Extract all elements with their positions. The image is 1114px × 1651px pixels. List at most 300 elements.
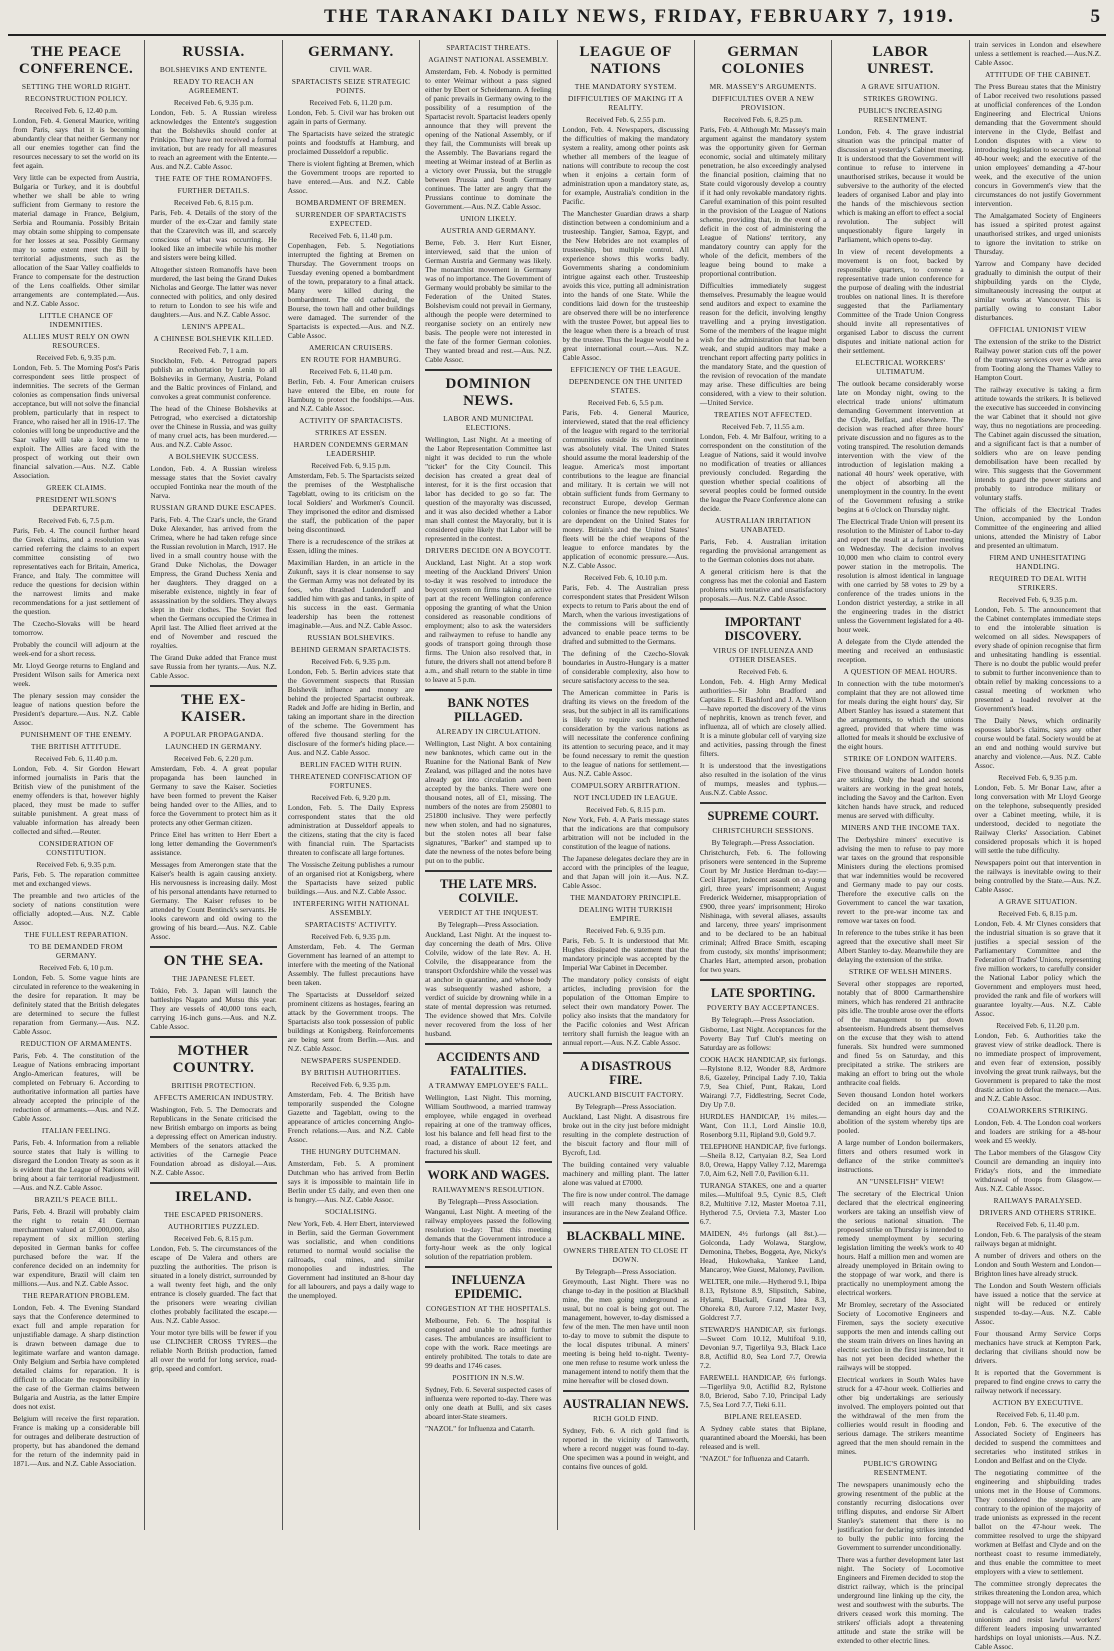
article-paragraph: A Sydney cable states that Biplane, quarantined aboard the Moerski, has been released and is well. <box>699 1424 827 1451</box>
subheading: UNION LIKELY. <box>460 214 517 223</box>
article-paragraph: MAIDEN, 4½ furlongs (all 8st.).—Golconda, Lady Wolawa, Starglow, Demonina, Thebes, Boggeta, Aye, Nicky's Head, Hukowhaka, Yankee Land, Mancaroy, Wee Guest, Maloney, Pavilion. <box>699 1229 827 1274</box>
subheading: INTERFERING WITH NATIONAL ASSEMBLY. <box>292 899 410 917</box>
article-paragraph: London, Feb. 4. Newspapers, discussing the difficulties of making the mandatory system a reality, among other points ask whether all members of the league of nations will contribute to recoup the cost when it enjoins a certain form of administration upon a mandatory state, as, for example, Australia's condition in the Pacific. <box>562 125 689 206</box>
article-paragraph: The Amalgamated Society of Engineers has issued a spirited protest against unauthorised strikes, and urged unionists to ignore the invitation to strike on Thursday. <box>974 211 1101 256</box>
article-paragraph: London, Feb. 5. The Morning Post's Paris correspondent sees little prospect of indemnities. The secrets of the German colonies as compensation finds universal acceptance, but will not solve the financial problem, particularly that in respect to France, who raised her all in 1916-17. The colonies will long be unproductive and the Saar valley will take a long time to exploit. The Allies are faced with the prospect of working out their own financial salvation.—Aus. N.Z. Cable Association. <box>13 363 140 480</box>
article-paragraph: Paris, Feb. 4. General Maurice, interviewed, stated that the real efficiency of the league with regard to the territorial communities outside its own continent was absolutely vital. The United States should assume the moral leadership of the league. America's most important contributions to the league are financial and military. It is certain we will not obtain sufficient funds from Germany to reconstruct Europe, develop German colonies or finance the new republics. We are dependent on the United States for money. Britain's and the United States' fleets will be the chief weapons of the league to enforce mandates by the application of economic pressure.—Aus. N.Z. Cable Assoc. <box>562 408 689 570</box>
subheading: POVERTY BAY ACCEPTANCES. <box>706 1003 820 1012</box>
article-headline: BLACKBALL MINE. <box>566 1229 685 1243</box>
dateline: Received Feb. 6, 11.40 p.m. <box>996 1410 1080 1419</box>
article-paragraph: London, Feb. 4. Mr Clynes considers that the industrial situation is so grave that it justifies a special session of the Parliamentary Committee and the Federation of Trades' Unions, representing five million workers, to carefully consider the National Labor policy which the Government and employers must heed, provided the rank and file of workers will guarantee loyalty.—Aus. N.Z. Cable Assoc. <box>974 919 1101 1018</box>
dateline: Received Feb. 6, 5.5 p.m. <box>587 398 664 407</box>
article-paragraph: The negotiating committee of the engineering and shipbuilding trades unions met in the House of Commons. They considered the stoppages are contrary to the opinion of the majority of trade unionists as expressed in the recent ballot on the 47-hour week. The committee resolved to urge the shipyard workmen at Belfast and Clyde and on the northeast coast to resume immediately, and thus enable the committee to meet employers with a view to settlement. <box>974 1468 1101 1576</box>
article-paragraph: London, Feb. 4. High Army Medical authorities—Sir John Bradford and Captains E. F. Bashford and J. A. Wilson—have reported the discovery of the virus of nephritis, known as trench fever, and influenza, all of which are closely allied. It is a minute globular cell of varying size and activities, passing through the finest filters. <box>699 677 827 758</box>
article-paragraph: The fire is now under control. The damage will reach many thousands. The insurances are in the New Zealand Office. <box>562 1190 689 1217</box>
subheading: SPARTACIST THREATS. <box>446 43 531 52</box>
subheading: ITALIAN FEELING. <box>41 1126 111 1135</box>
article-paragraph: London, Feb. 4. General Maurice, writing from Paris, says that it is becoming abundantly clear that neither Germany nor all our enemies together can find the resources necessary to set the world on its feet again. <box>13 116 140 170</box>
subheading: AUTHORITIES PUZZLED. <box>167 1222 260 1231</box>
article-paragraph: Melbourne, Feb. 6. The hospital is congested and unable to admit further cases. The ambulances are insufficient to cope with the work. Race meetings are entirely prohibited. The totals to date are 99 deaths and 1746 cases. <box>425 1316 552 1370</box>
subheading: BIPLANE RELEASED. <box>724 1412 802 1421</box>
subheading: EFFICIENCY OF THE LEAGUE. <box>570 365 681 374</box>
article-headline: ON THE SEA. <box>163 953 264 969</box>
article-paragraph: The Press Bureau states that the Ministry of Labor received two resolutions passed at unofficial conferences of the London Engineering and Electrical Unions demanding that the Government should intervene in the Clyde, Belfast and London disputes with a view to introducing legislation to secure a national 40-hour week; and the executive of the union employees' demanding a 47-hour week, and the executive of the union concurs in Government's view that the circumstances do not justify Government intervention. <box>974 82 1101 208</box>
subheading: REDUCTION OF ARMAMENTS. <box>20 1039 132 1048</box>
article-paragraph: Auckland, Last Night. At the inquest to-day concerning the death of Mrs. Olive Colvile, widow of the late Rev. A. H. Colvile, the disappearance from the transport Oxfordshire while the vessel was at anchor in quarantine, and whose body was subsequently washed ashore, a verdict of suicide by drowning while in a state of mental depression was returned. The evidence showed that Mrs. Colvile never recovered from the loss of her husband. <box>425 930 552 1038</box>
article-paragraph: The Spartacists at Dusseldorf seized prominent citizens as hostages, fearing an attack by the Government troops. The Spartacists also took possession of public buildings at Konigsberg. Reinforcements are being sent from Berlin.—Aus. and N.Z. Cable Assoc. <box>287 990 415 1053</box>
dateline: Received Feb. 6. <box>738 667 788 676</box>
article-paragraph: The Electrical Trade Union will present its resolution to the Minister of Labor to-day and report the result at a further meeting on Wednesday. The decision involves 10,000 men who claim to control every power station in the metropolis. The resolution is almost identical in language with one carried by 58 votes to 29 by a conference of the trades unions in the London district yesterday, a strike in all the engineering trades in the district unless the Government legislated for a 40-hour week. <box>837 517 964 634</box>
article-headline: BANK NOTES PILLAGED. <box>447 696 530 724</box>
subheading: NEWSPAPERS SUSPENDED. <box>300 1056 401 1065</box>
subheading: AUCKLAND BISCUIT FACTORY. <box>567 1090 684 1099</box>
subheading: BOLSHEVIKS AND ENTENTE. <box>159 65 268 74</box>
subheading: STRIKES GROWING. <box>863 94 938 103</box>
article-paragraph: The Spartacists have seized the strategic points and foodstuffs at Hamburg, and proclaimed Dusseldorf a republic. <box>287 129 415 156</box>
subheading: THREATENED CONFISCATION OF FORTUNES. <box>289 772 413 790</box>
article-separator <box>150 685 276 687</box>
subheading: AN "UNSELFISH" VIEW! <box>856 1177 945 1186</box>
dateline: Received Feb. 6, 10.10 p.m. <box>584 573 668 582</box>
dateline: Received Feb. 7, 11.55 a.m. <box>721 422 805 431</box>
columns <box>8 40 1106 1651</box>
subheading: RAILWAYMEN'S RESOLUTION. <box>432 1185 545 1194</box>
article-paragraph: London, Feb. 6. Authorities take the gravest view of strike deadlock. There is no immediate prospect of improvement, and even fear of extension, possibly involving the great trunk railways, but the Government is prepared to take the most drastic action to defeat the menace.—Aus. and N.Z. Cable Assoc. <box>974 1031 1101 1103</box>
dateline: Received Feb. 6, 8.15 p.m. <box>173 198 254 207</box>
article-paragraph: Christchurch, Feb. 6. The following prisoners were sentenced in the Supreme Court by Mr Justice Herdman to-day:—Cecil Harper, indecent assault on a young girl, three years' imprisonment; August Frederick Weiderner, misappropriation of £900, three years' imprisonment; Hiroko Nishinaga, with several aliases, assaults and larceny, three years' imprisonment and to be declared to be an habitual criminal; Alfred Brace Smith, escaping from custody, six months' imprisonment; Charles Hart, attempted arson, probation for two years. <box>699 848 827 974</box>
article-headline: A DISASTROUS FIRE. <box>580 1059 672 1087</box>
article-paragraph: Messages from Amerongen state that the Kaiser's health is again causing anxiety. His nervousness is increasing daily. Most of his personal attendants have returned to Germany. The Kaiser refuses to be attended by Count Bentinck's servants. He looks careworn and old owing to the growing of his beard.—Aus. N.Z. Cable Assoc. <box>150 860 277 941</box>
subheading: RUSSIAN GRAND DUKE ESCAPES. <box>150 503 277 512</box>
subheading: DEALING WITH TURKISH EMPIRE. <box>578 905 673 923</box>
column-7 <box>832 40 969 1645</box>
subheading: RECONSTRUCTION POLICY. <box>24 94 128 103</box>
article-paragraph: Berlin, Feb. 4. Four American cruisers have entered the Elbe, en route for Hamburg to protect the foodships.—Aus. and N.Z. Cable Assoc. <box>287 377 415 413</box>
article-paragraph: Wellington, Last Night. A box containing new banknotes, which came out in the Ruanine for the National Bank of New Zealand, was pillaged and the notes have already got into circulation and been accepted by the banks. There were one thousand notes, all of £1, missing. The numbers of the notes are from 250801 to 251800 inclusive. They were perfectly new when stolen, and had no signatures, but the stolen notes all bear false signatures, "Barker" and stamped up to date the newness of the notes before being put on to the public. <box>425 739 552 865</box>
subheading: A GRAVE SITUATION. <box>860 82 940 91</box>
article-paragraph: New York, Feb. 4. A Paris message states that the indications are that compulsory arbitration will not be included in the constitution of the league of nations. <box>562 815 689 851</box>
article-paragraph: Tokio, Feb. 3. Japan will launch the battleships Nagato and Mutsu this year. They are vessels of 40,000 tons each, carrying 16-inch guns.—Aus. and N.Z. Cable Assoc. <box>150 986 277 1031</box>
dateline: By Telegraph—Press Association. <box>575 1102 677 1111</box>
article-paragraph: The Japanese delegates declare they are in accord with the principles of the league, and that Japan will join it.—Aus. N.Z. Cable Assoc. <box>562 854 689 890</box>
article-paragraph: Sydney, Feb. 6. A rich gold find is reported in the vicinity of Tamworth, where a record nugget was found to-day. One specimen was a pound in weight, and contains five ounces of gold. <box>562 1426 689 1471</box>
article-paragraph: The mandatory policy consists of eight articles, including provision for the population of the Ottoman Empire to select their own mandatory Power. The policy also insists that the mandatory for the Pacific colonies and West African territory shall furnish the league with an annual report.—Aus. N.Z. Cable Assoc. <box>562 975 689 1047</box>
article-paragraph: The officials of the Electrical Trades Union, accompanied by the London Committee of the engineering and allied unions, attended the Ministry of Labor and presented an ultimatum. <box>974 505 1101 550</box>
subheading: LENIN'S APPEAL. <box>181 322 246 331</box>
subheading: A GRAVE SITUATION. <box>998 897 1078 906</box>
article-paragraph: The American committee in Paris is drafting its views on the freedom of the seas, but the subject in all its ramifications is likely to require such lengthened consideration by the various nations as will necessitate the conference confining its attention to securing peace, and it may be found necessary to remit the question to the league of nations for settlement.—Aus. N.Z. Cable Assoc. <box>562 688 689 778</box>
page-number: 5 <box>1090 6 1100 27</box>
article-separator <box>425 1043 551 1045</box>
subheading: A POPULAR PROPAGANDA. <box>163 730 264 739</box>
article-paragraph: London, Feb. 4. The Evening Standard says that the Conference determined to exact full and ample reparation for unjustifiable damage. A sharp distinction is drawn between damage due to legitimate warfare and wanton damage. Only Belgium and Serbia have completed detailed claims for reparation. It is difficult to allocate the responsibility in the case of the German claims between Bulgaria and Austria, as the latter Empire does not exist. <box>13 1303 140 1411</box>
article-separator <box>150 1182 276 1184</box>
article-headline: ACCIDENTS AND FATALITIES. <box>436 1050 540 1078</box>
subheading: BEHIND GERMAN SPARTACISTS. <box>290 645 411 654</box>
article-paragraph: New York, Feb. 4. Herr Ebert, interviewed in Berlin, said the German Government was socialistic, and when conditions returned to normal would socialise the railroads, coal mines, and similar monopolies and industries. The Government had instituted an 8-hour day for all labourers, and pays a daily wage to the unemployed. <box>287 1219 415 1300</box>
subheading: VERDICT AT THE INQUEST. <box>438 908 539 917</box>
dateline: Received Feb. 6, 9.20 p.m. <box>311 793 391 802</box>
article-paragraph: The secretary of the Electrical Union declared that the electrical engineering workers are taking an unselfish view of the serious national situation. The proposed strike on Thursday is intended to remedy unemployment by securing legislation limiting the week's work to 40 hours. Half a million men and women are already unemployed in Britain owing to the stoppage of war work, and there is practically no unemployment among the electrical workers. <box>837 1189 964 1297</box>
subheading: STRIKE OF WELSH MINERS. <box>849 967 952 976</box>
article-paragraph: In reference to the tubes strike it has been agreed that the executive shall meet Sir Albert Stanley to-day. Meanwhile they are delaying the extension of the strike. <box>837 928 964 964</box>
article-paragraph: Belgium will receive the first reparation. France is making up a considerable bill for outrages and deliberate destruction of property, but has abandoned the demand for the return of the indemnity paid in 1871.—Aus. and N.Z. Cable Association. <box>13 1414 140 1468</box>
article-paragraph: Copenhagen, Feb. 5. Negotiations interrupted the fighting at Bremen on Thursday. The Government troops on Tuesday evening opened a bombardment of the town, preparatory to a final attack. Many were killed during the bombardment. The old cathedral, the Bourse, the town hall and other buildings were damaged. The surrender of the Spartacists is expected.—Aus. and N.Z. Cable Assoc. <box>287 241 415 340</box>
subheading: MR. MASSEY'S ARGUMENTS. <box>709 82 817 91</box>
dateline: Received Feb. 6, 11.20 p.m. <box>309 98 393 107</box>
article-paragraph: The Manchester Guardian draws a sharp distinction between a condominium and a trusteeship. Tangier, Samoa, Egypt, and the New Hebrides are not examples of trusteeship, but multiple control. All experience shows this works badly. Governments sharing a condominium intrigue against each other. Trusteeship avoids this vice, putting all administration into the hands of one State. While the conditions laid down for the trusteeship are observed there will be no interference with the trustee Power, but appeal lies to the league when there is a breach of trust by the trustee. Thus the league would be a great international court.—Aus. N.Z. Cable Assoc. <box>562 209 689 362</box>
article-paragraph: Auckland, Last Night. A disastrous fire broke out in the city just before midnight resulting in the complete destruction of the biscuit factory and flour mill of Bycroft, Ltd. <box>562 1112 689 1157</box>
article-paragraph: The Vossische Zeitung publishes a rumour of an organised riot at Konigsberg, where the Spartacists have seized public buildings.—Aus. and N.Z. Cable Assoc. <box>287 860 415 896</box>
subheading: SURRENDER OF SPARTACISTS EXPECTED. <box>295 210 407 228</box>
article-paragraph: TURANGA STAKES, one and a quarter miles.—Multifoal 9.5, Cynic 8.5, Cleft 8.2, Multitive 7.12, Master Moetoa 7.11, Hytherod 7.5, Orvieta 7.3, Master Loo 6.7. <box>699 1181 827 1226</box>
article-separator <box>150 946 276 948</box>
subheading: BERLIN FACED WITH RUIN. <box>299 760 402 769</box>
article-paragraph: London, Feb. 5. Mr Bonar Law, after a long conversation with Mr Lloyd George on the telephone, subsequently presided over a Cabinet meeting, while, it is understood, decided to negotiate the Railway Clerks' Association. Cabinet considered proposals which it is hoped will settle the tube difficulty. <box>974 783 1101 855</box>
dateline: Received Feb. 7, 1 a.m. <box>178 346 249 355</box>
article-headline: DOMINION NEWS. <box>445 376 532 409</box>
article-headline: SUPREME COURT. <box>707 809 819 823</box>
column-8 <box>970 40 1106 1651</box>
subheading: THE REPARATION PROBLEM. <box>22 1291 130 1300</box>
article-headline: RUSSIA. <box>182 44 245 60</box>
column-6 <box>695 40 832 1530</box>
article-paragraph: Berne, Feb. 3. Herr Kurt Eisner, interviewed, said that the union of German Austria and Germany was likely. The monarchist movement in Germany was of no importance. The Government of Germany would probably be similar to the Federation of the United States. Bolshevism could not prevail in Germany, although the people were determined to reorganise society on an entirely new basis. The people were not interested in the fate of the former German colonies. They wanted bread and rest.—Aus. N.Z. Cable Assoc. <box>425 238 552 364</box>
article-paragraph: Washington, Feb. 5. The Democrats and Republicans in the Senate criticised the new British embargo on imports as being a depressing effect on American industry. Members of the senators attacked the activities of the Carnegie Peace Foundation abroad as disloyal.—Aus. N.Z. Cable Assoc. <box>150 1105 277 1177</box>
article-paragraph: Greymouth, Last Night. There was no change to-day in the position at Blackball mine, the men going underground as usual, but no coal is being got out. The management, however, to-day dismissed a few of the men. The men have until noon to-day to move to submit the dispute to the local disputes tribunal. A miners' meeting is being held to-night. Twenty-one men refuse to resume work unless the management intend to notify them that the mine hereafter will be closed down. <box>562 1277 689 1385</box>
article-paragraph: TELEPHONE HANDICAP, five furlongs.—Sheila 8.12, Cartyaian 8.2, Sea Lord 8.0, Orewa, Happy Valley 7.12, Maremga 7.0, Aim 6.2, Nell 7.0, Pavilion 6.11. <box>699 1142 827 1178</box>
article-paragraph: London, Feb. 5. The Daily Express correspondent states that the old administration at Dusseldorf appeals to the citizens, stating that the city is faced with financial ruin. The Spartacists threaten to confiscate all large fortunes. <box>287 803 415 857</box>
article-paragraph: Five thousand waiters of London hotels are striking. Only the head and second waiters are working in the great hotels, including the Savoy and the Carlton. Even kitchen hands have struck, and reduced menus are served with difficulty. <box>837 766 964 820</box>
article-paragraph: Paris, Feb. 4. Information from a reliable source states that Italy is willing to disregard the London Treaty as soon as it is evident that the League of Nations will bring about a fair territorial readjustment.—Aus. and N.Z. Cable Assoc. <box>13 1138 140 1192</box>
subheading: POSITION IN N.S.W. <box>452 1373 525 1382</box>
dateline: By Telegraph—Press Association. <box>575 1267 677 1276</box>
article-paragraph: The Labor members of the Glasgow City Council are demanding an inquiry into Friday's riots, and the immediate withdrawal of troops from Glasgow.—Aus. N.Z. Cable Assoc. <box>974 1148 1101 1193</box>
dateline: Received Feb. 6, 11.40 p.m. <box>309 367 393 376</box>
subheading: AUSTRALIAN IRRITATION UNABATED. <box>714 516 812 534</box>
article-separator <box>563 1222 689 1224</box>
article-paragraph: The Daily News, which ordinarily espouses labor's claims, says any other course would be fatal. Society would be at an end and nothing would survive but anarchy and violence.—Aus. N.Z. Cable Assoc. <box>974 716 1101 770</box>
article-separator <box>700 802 826 804</box>
dateline: Received Feb. 6, 7.5 p.m. <box>38 516 115 525</box>
subheading: ACTIVITY OF SPARTACISTS. <box>299 416 403 425</box>
article-paragraph: London, Feb. 5. The announcement that the Cabinet contemplates immediate steps to end the intolerable situation is welcomed on all sides. Newspapers of every shade of opinion recognise that firm and unhesitating handling is essential. There is no doubt the public would prefer to submit to further inconvenience than to obtain relief by making concessions to a casual meeting of workmen who presented a loaded revolver at the Government's head. <box>974 605 1101 713</box>
article-paragraph: London, Feb. 5. The circumstances of the escape of De Valera and others are puzzling the authorities. The prison is situated in a lonely district, surrounded by a wall twenty feet high, and the only entrance is closely guarded. The fact that the prisoners were wearing civilian clothes probably facilitated the escape.—Aus. N.Z. Cable Assoc. <box>150 1244 277 1325</box>
article-paragraph: The outlook became considerably worse late on Monday night, owing to the electrical trade unions' ultimatum demanding Government intervention at the Clyde, Belfast, and elsewhere. The decision was reached after three hours' private discussion and no figures as to the voting transpired. The resolution demands intervention with the view of the introduction of legislation making a national 40 hours' week operative, with the object of absorbing all the unemployment in the country. In the event of the Government refusing a strike begins at 6 o'clock on Thursday night. <box>837 379 964 514</box>
article-separator <box>425 870 551 872</box>
article-paragraph: London, Feb. 4. Mr Balfour, writing to a correspondent on the constitution of the League of Nations, said it would involve no modification of treaties or alliances previously concluded. Regarding the question whether special coalitions of several peoples could be formed outside the league the Peace Conference alone can decide. <box>699 432 827 513</box>
article-headline: LEAGUE OF NATIONS <box>579 44 672 77</box>
article-paragraph: Amsterdam, Feb. 4. Nobody is permitted to enter Weimar without a pass signed either by Ebert or Scheidemann. A feeling of panic prevails in Germany owing to the possibility of a resumption of the Spartacist revolt. Spartacist leaders openly announce that they will prevent the opening of the National Assembly, or if they fail, the Communists will break up the Assembly. The Bavarians regard the meeting at Weimar instead of at Berlin as a victory over Prussia, but the struggle between Prussia and South Germany continues. The latter are angry that the Prussians continue to dominate the Government.—Aus. N.Z. Cable Assoc. <box>425 67 552 211</box>
article-paragraph: "NAZOL" for Influenza and Catarrh. <box>699 1454 810 1463</box>
article-paragraph: Four thousand Army Service Corps mechanics have struck at Kempton Park, declaring that civilians should now be drivers. <box>974 1329 1101 1365</box>
article-paragraph: Paris, Feb. 4. The Australian press correspondent states that President Wilson expects to return to Paris about the end of March, when the various investigations of the commissions will be sufficiently advanced to enable peace terms to be drafted and submitted to the Germans. <box>562 583 689 646</box>
article-paragraph: There is violent fighting at Bremen, which the Government troops are reported to have entered.—Aus. and N.Z. Cable Assoc. <box>287 159 415 195</box>
dateline: Received Feb. 6, 9.35 p.m. <box>585 926 666 935</box>
article-paragraph: London, Feb. 6. The executive of the Associated Society of Engineers has decided to suspend the committees and secretaries who instituted strikes in London and Belfast and on the Clyde. <box>974 1420 1101 1465</box>
subheading: RAILWAYS PARALYSED. <box>993 1196 1083 1205</box>
subheading: OFFICIAL UNIONIST VIEW <box>989 325 1087 334</box>
article-paragraph: Paris, Feb. 4. Details of the story of the murder of the ex-Czar and family state that the Czarevitch was ill, and scarcely conscious of what was occurring. He looked like an imbecile while his mother and sisters were being killed. <box>150 208 277 262</box>
article-paragraph: Wellington, Last Night. This morning, William Southwood, a married tramway employee, while engaged in overhead repairing at one of the tramway offices, lost his balance and fell head first to the road, a distance of about 12 feet, and fractured his skull. <box>425 1093 552 1156</box>
article-paragraph: The Grand Duke added that France must save Russia from her tyrants.—Aus. N.Z. Cable Assoc. <box>150 653 277 680</box>
article-paragraph: Difficulties immediately suggest themselves. Presumably the league would send auditors and expect to examine the reason for the deficit, involving lengthy travelling and a prying investigation. Some of the members of the league might wish for the administration that had been weak, and stupid auditors may make a trenchant report affecting party politics in the mandatory State, and the question of the revision of revocation of the mandate may arise. These difficulties are being considered, with a view to their solution.—United Service. <box>699 281 827 407</box>
subheading: COALWORKERS STRIKING. <box>987 1106 1088 1115</box>
subheading: VIRUS OF INFLUENZA AND OTHER DISEASES. <box>712 646 814 664</box>
article-separator <box>425 369 551 371</box>
article-paragraph: Paris, Feb. 4. Australian irritation regarding the provisional arrangement as to the German colonies does not abate. <box>699 537 827 564</box>
article-paragraph: Paris, Feb. 4. Brazil will probably claim the right to retain 41 German merchantmen valued at £7,000,000, also repayment of six million sterling deposited in German banks for coffee purchased before the war. If the conference decided on an indemnity for war expenditure, Brazil will claim ten millions.—Aus. and N.Z. Cable Assoc. <box>13 1207 140 1288</box>
subheading: EN ROUTE FOR HAMBURG. <box>300 355 402 364</box>
subheading: TREATIES NOT AFFECTED. <box>713 410 813 419</box>
subheading: THE MANDATORY SYSTEM. <box>574 82 677 91</box>
subheading: SETTING THE WORLD RIGHT. <box>21 82 131 91</box>
article-paragraph: It is reported that the Government is prepared to find engine crews to carry the railway network if necessary. <box>974 1368 1101 1395</box>
article-separator <box>425 1266 551 1268</box>
article-paragraph: London, Feb. 5. A Russian wireless acknowledges the Entente's suggestion that the Bolsheviks should confer at Prinkipo. They have not received a formal invitation, but are ready for all measures to reach an agreement with the Entente.—Aus. and N.Z. Cable Assoc. <box>150 108 277 171</box>
dateline: Received Feb. 6, 12.40 p.m. <box>34 106 118 115</box>
article-headline: THE LATE MRS. COLVILE. <box>439 877 537 905</box>
subheading: SPARTACISTS SEIZE STRATEGIC POINTS. <box>291 77 411 95</box>
subheading: GREEK CLAIMS. <box>46 483 107 492</box>
dateline: Received Feb. 6, 8.15 p.m. <box>173 1234 254 1243</box>
article-separator <box>563 1390 689 1392</box>
subheading: BOMBARDMENT OF BREMEN. <box>295 198 407 207</box>
article-paragraph: FAREWELL HANDICAP, 6½ furlongs.—Tigerlilya 9.0, Actiflid 8.2, Rylstone 8.0, Brierod, Sabo 7.10, Principal Lady 7.5, Sea Lord 7.7, Tieki 6.11. <box>699 1373 827 1409</box>
subheading: PUBLIC'S GROWING RESENTMENT. <box>863 1459 938 1477</box>
subheading: SOCIALISING. <box>325 1207 377 1216</box>
dateline: Received Feb. 6, 9.35 p.m. <box>311 932 391 941</box>
article-headline: GERMANY. <box>308 44 394 60</box>
subheading: STRIKE OF LONDON WAITERS. <box>843 754 958 763</box>
article-paragraph: Altogether sixteen Romanoffs have been murdered, the last being the Grand Dukes Nicholas and George. The latter was never connected with politics, and only desired to return to London to see his wife and daughters.—Aus. and N.Z. Cable Assoc. <box>150 265 277 319</box>
dateline: Received Feb. 6, 9.35 p.m. <box>311 657 391 666</box>
article-paragraph: A delegate from the Clyde attended the meeting and received an enthusiastic reception. <box>837 637 964 664</box>
article-paragraph: The railway executive is taking a firm attitude towards the strikers. It is believed the executive has succeeded in convincing the war Cabinet that it should not give way, thus no negotiations are proceeding. The Cabinet again discussed the situation, and a significant fact is that a number of soldiers who are on leave pending demobilisation have been recalled by wire. This suggests that the Government intends to guard the power stations and probably to introduce military or voluntary staffs. <box>974 385 1101 502</box>
article-headline: IRELAND. <box>175 1189 253 1205</box>
article-paragraph: Very little can be expected from Austria, Bulgaria or Turkey, and it is doubtful whether we shall be able to wring sufficient from Germany to restore the material damage in France, Belgium, Serbia and Roumania. Possibly Britain may obtain some shipping to compensate for her losses at sea. Possibly Germany may to some extent meet the Bill by territorial adjustments, such as the allocation of the Saar Valley coalfields to France to compensate for the destruction of the Lens coalfields. Other similar arrangements are contemplated.—Aus. and N.Z. Cable Assoc. <box>13 173 140 308</box>
article-paragraph: COOK HACK HANDICAP, six furlongs.—Rylstone 8.12, Wonder 8.8, Ardmore 8.6, Gazeley, Principal Lady 7.10, Takia 7.9, Sea Chief, Punt, Rakau, Lord Wairangi 7.7, Fiddlestring, Secret Code, Dry Up 7.0. <box>699 1055 827 1109</box>
article-paragraph: There is a recrudescence of the strikes at Essen, idling the mines. <box>287 537 415 555</box>
article-paragraph: It is understood that the investigations also resulted in the isolation of the virus of mumps, measles and typhus.—Aus.N.Z. Cable Assoc. <box>699 761 827 797</box>
subheading: THE HUNGRY DUTCHMAN. <box>301 1147 401 1156</box>
subheading: FIRM AND UNHESITATING HANDLING. <box>989 553 1087 571</box>
subheading: OWNERS THREATEN TO CLOSE IT DOWN. <box>563 1246 689 1264</box>
subheading: LAUNCHED IN GERMANY. <box>165 742 262 751</box>
article-paragraph: A number of drivers and others on the London and South Western and London—Brighton lines have already struck. <box>974 1251 1101 1278</box>
subheading: DRIVERS DECIDE ON A BOYCOTT. <box>425 546 552 555</box>
dateline: Received Feb. 6, 9.35 p.m. <box>173 98 254 107</box>
article-paragraph: The Czecho-Slovaks will be heard tomorrow. <box>13 619 140 637</box>
article-paragraph: London, Feb. 4. A Russian wireless message states that the Soviet cavalry occupied Fontinka near the mouth of the Narva. <box>150 464 277 500</box>
dateline: By Telegraph.—Press Association. <box>711 1015 815 1024</box>
article-paragraph: WELTER, one mile.—Hytherod 9.1, Ibipa 8.13, Rylstone 8.9, Slipstitch, Sabine, Hylami, Blackall, Grand Idea 8.3, Ohoreka 8.0, Aurore 7.12, Master Ivey, Goldcrest 7.7. <box>699 1277 827 1322</box>
article-paragraph: There was a further development later last night. The Society of Locomotive Engineers and Firemen decided to stop the district railway, which is the principal underground line linking up the city, the west and southwest with the suburbs. The drivers ceased work this morning. The strikers' officials adopt a threatening attitude and state the strike will be extended to other electric lines. <box>837 1555 964 1645</box>
article-paragraph: Paris, Feb. 4. The council further heard the Greek claims, and a resolution was carried referring the claims to an expert committee consisting of two representatives each for Britain, America, France, and Italy. The committee will reduce the questions for decision within the narrowest limits and make recommendations for a just settlement of the question. <box>13 526 140 616</box>
article-paragraph: Yarrow and Company have decided gradually to diminish the output of their shipbuilding yards on the Clyde, simultaneously increasing the output at similar works at Vancouver. This is partially owing to constant Labor disturbances. <box>974 259 1101 322</box>
article-paragraph: The building contained very valuable machinery and milling plant. The latter alone was valued at £7000. <box>562 1160 689 1187</box>
article-separator <box>150 1036 276 1038</box>
dateline: Received Feb. 6, 11.40 p.m. <box>996 1220 1080 1229</box>
article-separator <box>700 608 826 610</box>
subheading: A BOLSHEVIK SUCCESS. <box>168 452 259 461</box>
article-headline: GERMAN COLONIES <box>721 44 805 77</box>
article-paragraph: HURDLES HANDICAP, 1½ miles.—Want, Con 11.1, Lord Ainslie 10.0, Rosenborg 9.11, Ripland 9.0, Gold 9.7. <box>699 1112 827 1139</box>
article-headline: MOTHER COUNTRY. <box>172 1043 255 1076</box>
subheading: AUSTRIA AND GERMANY. <box>440 226 536 235</box>
subheading: THE JAPANESE FLEET. <box>172 974 255 983</box>
article-paragraph: Prince Eitel has written to Herr Ebert a long letter demanding the Government's assistance. <box>150 830 277 857</box>
dateline: Received Feb. 6, 9.35 p.m. <box>36 860 116 869</box>
article-paragraph: The defining of the Czecho-Slovak boundaries in Austro-Hungary is a matter of considerable complexity, also how to secure satisfactory access to the sea. <box>562 649 689 685</box>
article-paragraph: Newspapers point out that intervention in the railways is inevitable owing to their being controlled by the State.—Aus. N.Z. Cable Assoc. <box>974 858 1101 894</box>
subheading: RUSSIAN BOLSHEVIKS. <box>307 633 395 642</box>
article-paragraph: Mr. Lloyd George returns to England and President Wilson sails for America next week. <box>13 661 140 688</box>
subheading: RICH GOLD FIND. <box>592 1414 659 1423</box>
subheading: CONGESTION AT THE HOSPITALS. <box>425 1304 551 1313</box>
article-paragraph: A large number of London boilermakers, fitters and others resumed work in defiance of the strike committee's instructions. <box>837 1138 964 1174</box>
article-separator <box>700 979 826 981</box>
subheading: PRESIDENT WILSON'S DEPARTURE. <box>35 495 117 513</box>
article-paragraph: The committee strongly deprecates the strikes threatening the London area, which stoppage will not serve any useful purpose and is calculated to weaken trades unionism and resist lawful workers' different leaders imposing unwarranted hardships on loyal unionists.—Aus. N.Z. Cable Assoc. <box>974 1579 1101 1651</box>
dateline: Received Feb. 6, 2.20 p.m. <box>173 754 254 763</box>
subheading: THE FATE OF THE ROMANOFFS. <box>154 174 273 183</box>
article-paragraph: Amsterdam, Feb. 5. The Spartacists seized the premises of the Westphalische Tageblatt, owing to its criticism on the local Soldiers' and Workmen's Council. They imprisoned the editor and dismissed the staff, the publication of the paper being discontinued. <box>287 471 415 534</box>
article-paragraph: Stockholm, Feb. 4. Petrograd papers publish an exhortation by Lenin to all Bolsheviks in Germany, Austria, Poland and the Baltic provinces of Finland, and convokes a great communist conference. <box>150 356 277 401</box>
article-paragraph: The newspapers unanimously echo the growing resentment of the public at the constantly recurring dislocations over trifling disputes, and endorse Sir Albert Stanley's statement that there is no justification for declaring strikes intended to bully the public into forcing the Government to surrender unconditionally. <box>837 1480 964 1552</box>
subheading: LABOR AND MUNICIPAL ELECTIONS. <box>443 414 534 432</box>
dateline: Received Feb. 6, 10 p.m. <box>39 963 114 972</box>
article-paragraph: Gisborne, Last Night. Acceptances for the Poverty Bay Turf Club's meeting on Saturday are as follows: <box>699 1025 827 1052</box>
subheading: AGAINST NATIONAL ASSEMBLY. <box>428 55 549 64</box>
subheading: A TRAMWAY EMPLOYEE'S FALL. <box>428 1081 549 1090</box>
dateline: Received Feb. 6, 9.35 p.m. <box>36 353 116 362</box>
article-paragraph: In connection with the tube motormen's complaint that they are not allowed time for meals during the eight hours' day, Sir Albert Stanley has issued a statement that the arrangements, to which the unions agreed, provided that where time was allotted for meals it should be exclusive of the eight hours. <box>837 679 964 751</box>
subheading: CONSIDERATION OF CONSTITUTION. <box>38 839 114 857</box>
article-paragraph: The head of the Chinese Bolsheviks at Petrograd, who exercised a dictatorship over the Chinese in Russia, and was guilty of many cruel acts, has been murdered.—Aus. and N.Z. Cable Assoc. <box>150 404 277 449</box>
subheading: FURTHER DETAILS. <box>177 186 250 195</box>
article-headline: AUSTRALIAN NEWS. <box>562 1397 689 1411</box>
subheading: ATTITUDE OF THE CABINET. <box>985 70 1091 79</box>
column-2 <box>145 40 282 1530</box>
article-paragraph: Electrical workers in South Wales have struck for a 47-hour week. Collieries and other big undertakings are seriously involved. The employers pointed out that the withdrawal of the men from the collieries would result in flooding and serious damage. The strikers meantime agreed that the men should remain in the mines. <box>837 1375 964 1456</box>
article-paragraph: Sydney, Feb. 6. Several suspected cases of influenza were reported to-day. There was only one death at Bulli, and six cases aboard inter-State steamers. <box>425 1385 552 1421</box>
article-paragraph: London, Feb. 4. Sir Gordon Hewart informed journalists in Paris that the British view of the punishment of the enemy offenders is that, however highly placed, they must be made to suffer suitable punishment. A great mass of valuable information has already been collected and sifted.—Reuter. <box>13 764 140 836</box>
article-headline: LATE SPORTING. <box>710 986 816 1000</box>
article-separator <box>425 1161 551 1163</box>
subheading: LITTLE CHANCE OF INDEMNITIES. <box>39 311 113 329</box>
article-headline: THE PEACE CONFERENCE. <box>19 44 134 77</box>
dateline: Received Feb. 6, 11.40 p.m. <box>34 754 118 763</box>
article-paragraph: "NAZOL" for Influenza and Catarrh. <box>425 1424 535 1433</box>
article-headline: THE EX-KAISER. <box>181 692 246 725</box>
article-paragraph: Paris, Feb. 4. The Czar's uncle, the Grand Duke Alexander, has arrived from the Crimea, where he had taken refuge since the Russian revolution in March, 1917. He lived in a small country house with the Grand Duke Nicholas, the Dowager Empress, the Grand Duchess Xenia and her daughters. They dragged on a miserable existence, nightly in fear of assassination by the soldiers. They always slept in their clothes. The Soviet fled when the Germans occupied the Crimea in April last. The Allied fleet arrived at the end of November and rescued the royalties. <box>150 515 277 650</box>
dateline: Received Feb. 6, 11.20 p.m. <box>996 1021 1080 1030</box>
article-paragraph: Wellington, Last Night. At a meeting of the Labor Representation Committee last night it was decided to run the whole "ticket" for the City Council. This decision has created a great deal of interest, for it is the first occasion that labor has decided to go so far. The question of the mayoralty was discussed, and it was also decided whether a Labor man shall contest the Mayoralty, but it is considered quite likely that Labor will be represented in the contest. <box>425 435 552 543</box>
subheading: CIVIL WAR. <box>329 65 373 74</box>
article-paragraph: Amsterdam, Feb. 5. A prominent Dutchman who has arrived from Berlin says it is impossible to maintain life in Berlin under £5 daily, and even then one is hungry.—Aus. N.Z. Cable Assoc. <box>287 1159 415 1204</box>
dateline: Received Feb. 6, 8.15 p.m. <box>585 805 666 814</box>
subheading: THE MANDATORY PRINCIPLE. <box>570 893 682 902</box>
subheading: CHRISTCHURCH SESSIONS. <box>712 826 814 835</box>
article-paragraph: Auckland, Last Night. At a stop work meeting of the Auckland Drivers' Union to-day it was resolved to introduce the boycott system on firms taking an active part at the recent Wellington conference opposing the granting of what the Union considered as reasonable conditions of employment; also to ask the watersiders and railwaymen to refuse to handle any goods of transport going through those firms. The Union also resolved that, in future, the drivers shall not attend before 8 a.m., and shall return to the stable in time to leave at 5 p.m. <box>425 558 552 684</box>
subheading: THE ESCAPED PRISONERS. <box>163 1210 264 1219</box>
subheading: DIFFICULTIES OF MAKING IT A REALITY. <box>568 94 684 112</box>
article-paragraph: The plenary session may consider the league of nations question before the President's departure.—Aus. N.Z. Cable Assoc. <box>13 691 140 727</box>
subheading: SPARTACISTS' ACTIVITY. <box>304 920 397 929</box>
subheading: READY TO REACH AN AGREEMENT. <box>173 77 254 95</box>
dateline: Received Feb. 6, 9.15 p.m. <box>311 461 391 470</box>
subheading: BRITISH PROTECTION. <box>171 1081 256 1090</box>
article-headline: LABOR UNREST. <box>866 44 934 77</box>
dateline: By Telegraph—Press Association. <box>437 1197 539 1206</box>
dateline: Received Feb. 6, 11.40 p.m. <box>309 231 393 240</box>
subheading: REQUIRED TO DEAL WITH STRIKERS. <box>989 574 1087 592</box>
article-paragraph: The London and South Western officials have issued a notice that the service at night will be reduced or entirely suspended to-day.—Aus. N.Z. Cable Assoc. <box>974 1281 1101 1326</box>
masthead-title: THE TARANAKI DAILY NEWS, FRIDAY, FEBRUARY 7, 1919. <box>324 6 955 27</box>
article-paragraph: Amsterdam, Feb. 4. The German Government has learned of an attempt to interfere with the meeting of the National Assembly. The fullest precautions have been taken. <box>287 942 415 987</box>
article-headline: WORK AND WAGES. <box>427 1168 550 1182</box>
subheading: THE BRITISH ATTITUDE. <box>31 742 122 751</box>
dateline: Received Feb. 6, 8.15 p.m. <box>998 909 1078 918</box>
subheading: PUBLIC'S INCREASING RESENTMENT. <box>858 106 943 124</box>
subheading: STRIKES AT ESSEN. <box>315 428 387 437</box>
article-paragraph: Maximilian Harden, in an article in the Zukunft, says it is clear nonsense to say the German Army was not defeated by its foes, who thrashed Ludendorff and saddled him with gas and tanks, in spite of his success in the east. Germania leadership has been the rottenest imaginable.—Aus. and N.Z. Cable Assoc. <box>287 558 415 630</box>
article-paragraph: London, Feb. 6. The paralysis of the steam railways began at midnight. <box>974 1230 1101 1248</box>
article-paragraph: Seven thousand London hotel workers decided on an immediate strike, demanding an eight hours day and the abolition of the system whereby tips are pooled. <box>837 1090 964 1135</box>
article-paragraph: The Derbyshire miners' executive is advising the men to refuse to pay more war taxes on the ground that responsible Ministers during the elections promised that war indemnities would be recovered and Germany made to pay our costs. Therefore the executive calls on the Government to cancel the war taxation, revert to the pre-war income tax and remove war taxes on food. <box>837 835 964 925</box>
article-separator <box>425 689 551 691</box>
article-headline: IMPORTANT DISCOVERY. <box>724 615 802 643</box>
article-paragraph: Your motor tyre bills will be fewer if you use CLINCHER CROSS TYRES—the reliable North British production, famed all over the world for long service, road-grip, speed and comfort. <box>150 1328 277 1373</box>
subheading: DEPENDENCE ON THE UNITED STATES. <box>568 377 683 395</box>
article-paragraph: train services in London and elsewhere unless a settlement is reached.—Aus.N.Z. Cable Assoc. <box>974 40 1101 67</box>
article-paragraph: London, Feb. 4. The London coal workers and loaders are striking for a 48-hour week and £5 weekly. <box>974 1118 1101 1145</box>
subheading: BY BRITISH AUTHORITIES. <box>301 1068 401 1077</box>
subheading: A QUESTION OF MEAL HOURS. <box>843 667 958 676</box>
article-paragraph: Paris, Feb. 5. The reparation committee met and exchanged views. <box>13 870 140 888</box>
dateline: Received Feb. 6, 9.35 p.m. <box>998 595 1078 604</box>
article-paragraph: Several other stoppages are reported, notably that of 8000 Carmarthenshire miners, which has rendered 21 anthracite pits idle. The trouble arose over the efforts of the management to put down absenteeism. Hundreds absent themselves on the excuse that they wish to attend funerals. Six hundred were summoned and fined 5s on Saturday, and this precipitated a strike. The strikers are making an effort to bring out the whole anthracite coal fields. <box>837 979 964 1087</box>
article-paragraph: Paris, Feb. 4. The constitution of the League of Nations embracing important Anglo-American features, will be completed on February 6. According to authoritative information all parties have already accepted the principle of the reduction of armaments.—Aus. and N.Z. Cable Assoc. <box>13 1051 140 1123</box>
article-paragraph: Mr Bromley, secretary of the Associated Society of Locomotive Engineers and Firemen, says the society executive supports the men and intends calling out the steam train drivers on lines having an electric section in the first instance, but it has not yet been decided whether the railways will be stopped. <box>837 1300 964 1372</box>
subheading: TO BE DEMANDED FROM GERMANY. <box>29 942 123 960</box>
article-paragraph: Paris, Feb. 4. Although Mr. Massey's main argument against the mandatory system was the opportunity given for German economic, social and ultimately military penetration, he also exceedingly analysed the financial position, claiming that no State could vigorously develop a country if it had only revokable mandatory rights. Careful examination of this point resulted in the provision of the League of Nations scheme, providing that, in the event of a deficit in the cost of administering the League of Nations' territory, any mandatory country can apply for the whole of the deficit, members of the league being bound to make a proportional contribution. <box>699 125 827 278</box>
article-paragraph: STEWARD'S HANDICAP, six furlongs.—Sweet Corn 10.12, Multifoal 9.10, Devonian 9.7, Tigerlilya 9.3, Black Lace 8.8, Actiflid 8.0, Sea Lord 7.7, Orewia 7.2. <box>699 1325 827 1370</box>
dateline: Received Feb. 6, 9.35 p.m. <box>998 773 1078 782</box>
subheading: HARDEN CONDEMNS GERMAN LEADERSHIP. <box>293 440 409 458</box>
article-paragraph: London, Feb. 5. Berlin advices state that the Government suspects that Russian Bolshevik influence and money are behind the projected Spartacist outbreak. Radek and Joffe are hiding in Berlin, and taking an important share in the direction of the scheme. The Government has offered five thousand sterling for the disclosure of the former's hiding place.—Aus. and N.Z. Cable Assoc. <box>287 667 415 757</box>
article-paragraph: Wanganui, Last Night. A meeting of the railway employees passed the following resolution to-day: That this meeting demands that the Government introduce a forty-hour week as the only logical solution of the repatriation problem. <box>425 1207 552 1261</box>
article-headline: INFLUENZA EPIDEMIC. <box>451 1273 526 1301</box>
article-paragraph: In view of recent developments a movement is on foot, backed by responsible quarters, to convene a representative trade union conference for the purpose of dealing with the industrial troubles on national lines. It is therefore suggested that the Parliamentary Committee of the Trade Union Congress should invite all representatives of organised Labor to discuss the current disputes and initiate national action for their settlement. <box>837 247 964 355</box>
subheading: AFFECTS AMERICAN INDUSTRY. <box>153 1093 274 1102</box>
article-paragraph: London, Feb. 5. Civil war has broken out again in parts of Germany. <box>287 108 415 126</box>
article-paragraph: Probably the council will adjourn at the week-end for a short recess. <box>13 640 140 658</box>
column-1 <box>8 40 145 1530</box>
subheading: NOT INCLUDED IN LEAGUE. <box>573 793 678 802</box>
subheading: BRAZIL'S PEACE BILL. <box>34 1195 118 1204</box>
subheading: DIFFICULTIES OVER A NEW PROVISION. <box>712 94 815 112</box>
article-paragraph: London, Feb. 4. The grave industrial situation was the principal matter of discussion at yesterday's Cabinet meeting. It is understood that the Government will continue to refuse to intervene in unauthorised strikes, because it would be subversive to the authority of the elected leaders of organised Labor and play into the hands of the mischievous section which is making an effort to effect a social revolution. The subject will unquestionably figure largely in Parliament, which opens to-day. <box>837 127 964 244</box>
subheading: DRIVERS AND OTHERS STRIKE. <box>979 1208 1097 1217</box>
article-paragraph: Paris, Feb. 5. It is understood that Mr. Hughes dissipated the statement that the mandatory principle was accepted by the Imperial War Cabinet in December. <box>562 936 689 972</box>
masthead <box>8 6 1106 36</box>
subheading: THE FULLEST REPARATION. <box>24 930 128 939</box>
article-paragraph: The preamble and two articles of the society of nations constitution were officially adopted.—Aus. N.Z. Cable Assoc. <box>13 891 140 927</box>
article-paragraph: The extension of the strike to the District Railway power station cuts off the power of the tramway services over a wide area from Tooting along the Thames Valley to Hampton Court. <box>974 337 1101 382</box>
subheading: ALREADY IN CIRCULATION. <box>436 727 541 736</box>
